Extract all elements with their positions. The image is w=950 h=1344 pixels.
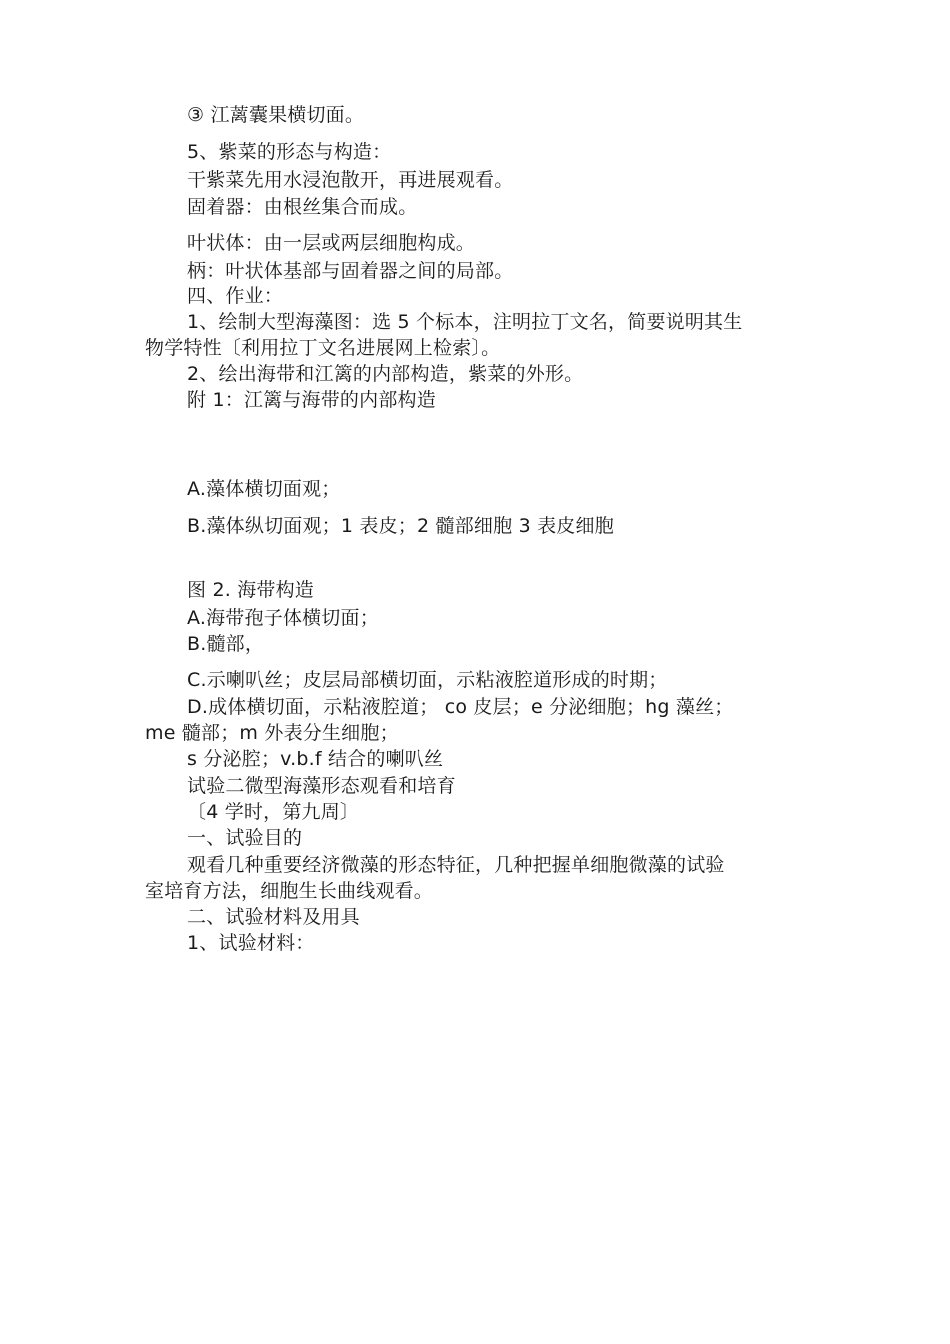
text-line-11: 附 1：江篱与海带的内部构造 [187, 389, 436, 411]
text-line-6: 柄：叶状体基部与固着器之间的局部。 [187, 260, 514, 282]
text-line-24: 观看几种重要经济微藻的形态特征，几种把握单细胞微藻的试验 [187, 854, 725, 876]
text-line-27: 1、试验材料： [187, 932, 315, 954]
text-line-14: 图 2. 海带构造 [187, 579, 315, 601]
text-line-1: ③ 江蓠囊果横切面。 [187, 104, 365, 126]
text-line-4: 固着器：由根丝集合而成。 [187, 196, 418, 218]
text-line-18: D.成体横切面，示粘液腔道； co 皮层；e 分泌细胞；hg 藻丝； [187, 696, 734, 718]
text-line-3: 干紫菜先用水浸泡散开，再进展观看。 [187, 169, 514, 191]
text-line-12: A.藻体横切面观； [187, 478, 341, 500]
text-line-23: 一、试验目的 [187, 827, 303, 849]
text-line-15: A.海带孢子体横切面； [187, 607, 379, 629]
text-line-5: 叶状体：由一层或两层细胞构成。 [187, 232, 476, 254]
text-line-26: 二、试验材料及用具 [187, 906, 360, 928]
text-line-13: B.藻体纵切面观；1 表皮；2 髓部细胞 3 表皮细胞 [187, 515, 614, 537]
text-line-20: s 分泌腔；v.b.f 结合的喇叭丝 [187, 748, 444, 770]
text-line-19: me 髓部；m 外表分生细胞； [145, 722, 399, 744]
text-line-7: 四、作业： [187, 285, 284, 307]
text-line-2: 5、紫菜的形态与构造： [187, 141, 392, 163]
text-line-22: 〔4 学时，第九周〕 [187, 801, 360, 823]
text-line-8: 1、绘制大型海藻图：选 5 个标本，注明拉丁文名，简要说明其生 [187, 311, 743, 333]
text-line-17: C.示喇叭丝；皮层局部横切面，示粘液腔道形成的时期； [187, 669, 668, 691]
text-line-10: 2、绘出海带和江篱的内部构造，紫菜的外形。 [187, 363, 584, 385]
text-line-21: 试验二微型海藻形态观看和培育 [187, 775, 456, 797]
text-line-9: 物学特性〔利用拉丁文名进展网上检索〕。 [145, 337, 501, 359]
text-line-25: 室培育方法，细胞生长曲线观看。 [145, 880, 434, 902]
text-line-16: B.髓部， [187, 633, 265, 655]
